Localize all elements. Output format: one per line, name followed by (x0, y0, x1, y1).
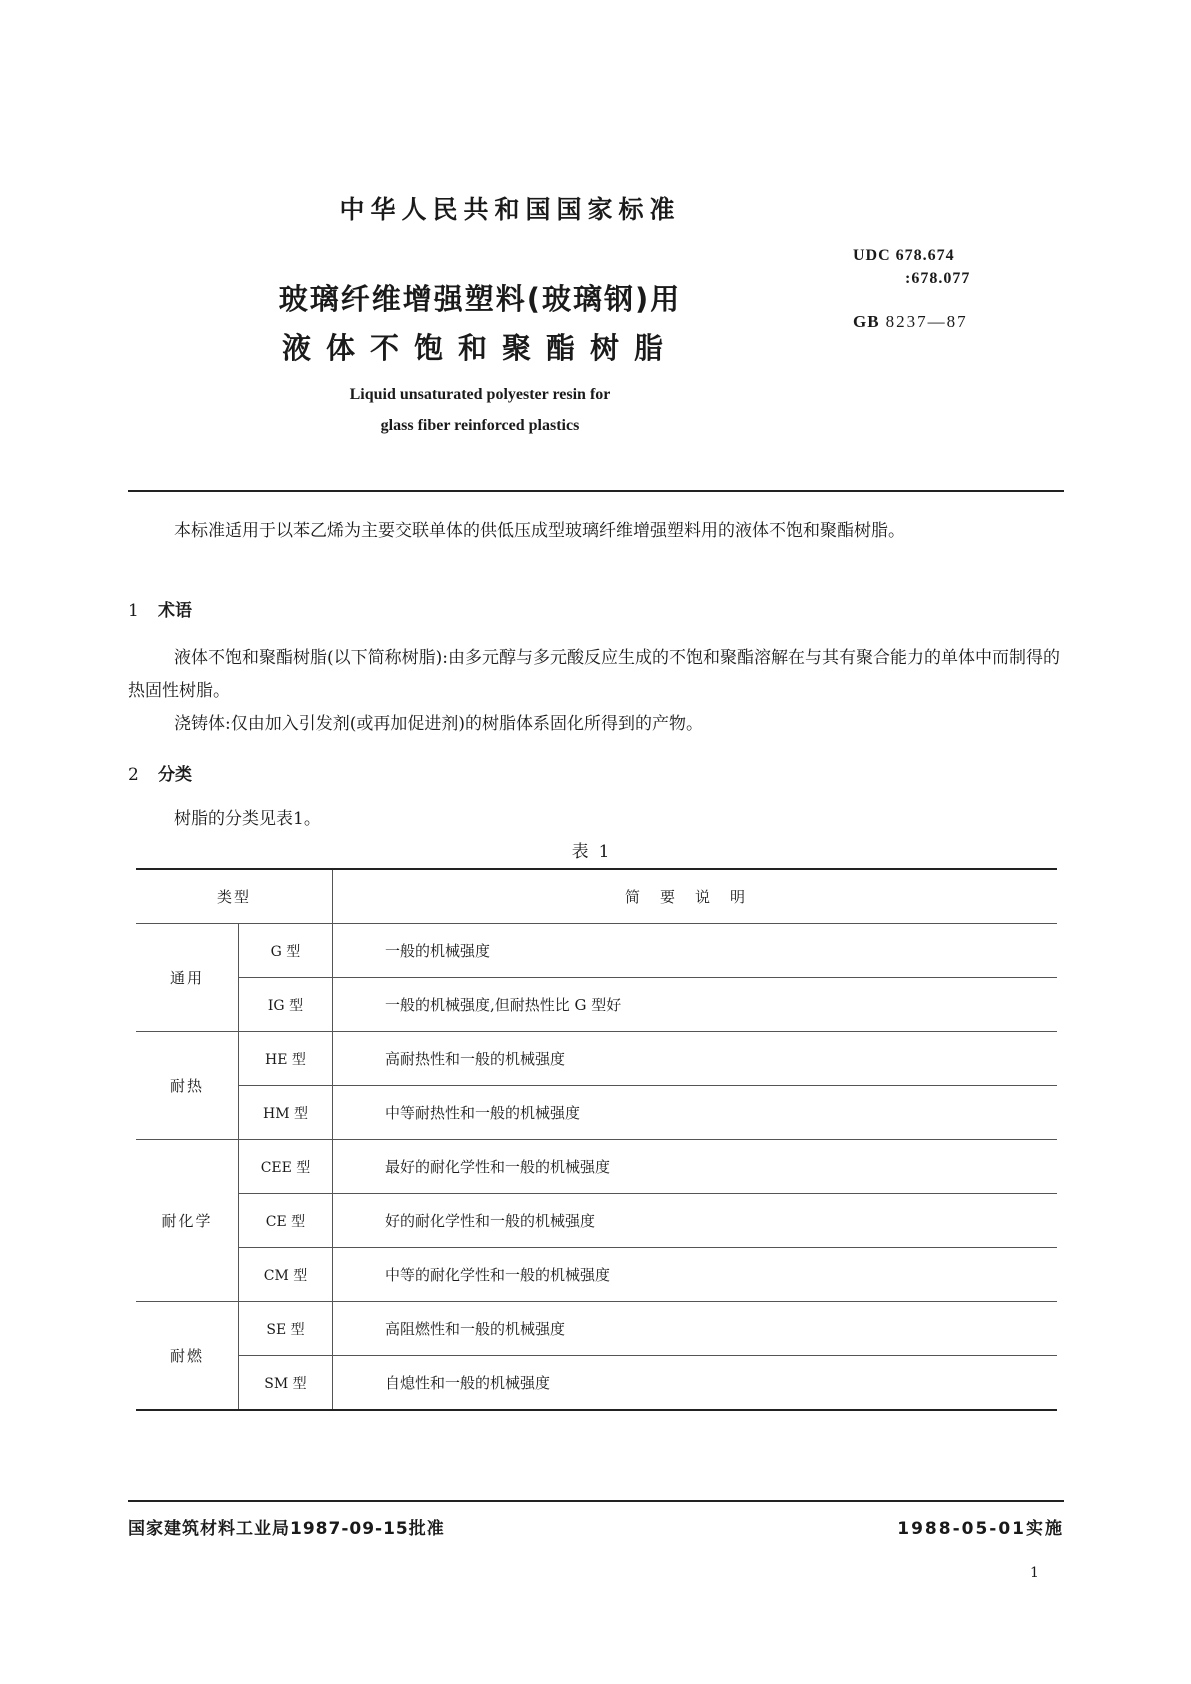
description-cell: 高耐热性和一般的机械强度 (333, 1032, 1058, 1086)
standard-name: 中华人民共和国国家标准 (339, 195, 681, 224)
gb-number (853, 312, 968, 332)
model-cell: CEE 型 (239, 1140, 333, 1194)
section-1-number: 1 (128, 601, 139, 621)
table-row (136, 1302, 1057, 1356)
section-2-heading (128, 760, 192, 785)
model-cell: SM 型 (239, 1356, 333, 1411)
title-cn-line1: 玻璃纤维增强塑料(玻璃钢)用 (278, 282, 682, 316)
table-row (136, 1086, 1057, 1140)
model-cell: CM 型 (239, 1248, 333, 1302)
footer-divider (128, 1500, 1064, 1502)
effective-date: 1988-05-01实施 (897, 1519, 1064, 1539)
section-1-para-2: 浇铸体:仅由加入引发剂(或再加促进剂)的树脂体系固化所得到的产物。 (174, 714, 703, 734)
table-row (136, 924, 1057, 978)
approval-date: 国家建筑材料工业局1987-09-15批准 (128, 1519, 445, 1539)
section-2-number: 2 (128, 765, 139, 785)
category-cell: 耐热 (136, 1032, 239, 1140)
description-cell: 中等耐热性和一般的机械强度 (333, 1086, 1058, 1140)
table-header-row (136, 869, 1057, 924)
description-cell: 一般的机械强度,但耐热性比 G 型好 (333, 978, 1058, 1032)
description-cell: 自熄性和一般的机械强度 (333, 1356, 1058, 1411)
table-caption: 表1 (571, 842, 620, 862)
model-cell: IG 型 (239, 978, 333, 1032)
model-cell: HM 型 (239, 1086, 333, 1140)
section-1-heading (128, 596, 192, 621)
gb-code: 8237—87 (885, 312, 968, 331)
model-cell: CE 型 (239, 1194, 333, 1248)
description-cell: 中等的耐化学性和一般的机械强度 (333, 1248, 1058, 1302)
title-cn-line2: 液体不饱和聚酯树脂 (281, 331, 678, 365)
table-row (136, 978, 1057, 1032)
intro-paragraph: 本标准适用于以苯乙烯为主要交联单体的供低压成型玻璃纤维增强塑料用的液体不饱和聚酯树脂。 (174, 521, 905, 541)
table-row (136, 1356, 1057, 1411)
section-2-para-1: 树脂的分类见表1。 (174, 809, 321, 829)
header-divider (128, 490, 1064, 492)
category-cell: 耐化学 (136, 1140, 239, 1302)
header-description: 简要说明 (333, 869, 1058, 924)
description-cell: 最好的耐化学性和一般的机械强度 (333, 1140, 1058, 1194)
section-2-title: 分类 (158, 765, 192, 785)
section-1-para-1: 液体不饱和聚酯树脂(以下简称树脂):由多元醇与多元酸反应生成的不饱和聚酯溶解在与其有聚合能力的单体中而制得的热固性树脂。 (128, 648, 1060, 701)
table-row (136, 1194, 1057, 1248)
category-cell: 耐燃 (136, 1302, 239, 1411)
model-cell: SE 型 (239, 1302, 333, 1356)
udc-code-line1: UDC 678.674 (853, 247, 955, 264)
page-number: 1 (1030, 1565, 1039, 1581)
model-cell: HE 型 (239, 1032, 333, 1086)
udc-code-line2: :678.077 (905, 270, 971, 287)
description-cell: 好的耐化学性和一般的机械强度 (333, 1194, 1058, 1248)
classification-table (136, 868, 1057, 1411)
category-cell: 通用 (136, 924, 239, 1032)
title-en-line1: Liquid unsaturated polyester resin for (349, 386, 611, 403)
header-type: 类型 (136, 869, 333, 924)
table-row (136, 1032, 1057, 1086)
description-cell: 高阻燃性和一般的机械强度 (333, 1302, 1058, 1356)
table-row (136, 1248, 1057, 1302)
model-cell: G 型 (239, 924, 333, 978)
title-en-line2: glass fiber reinforced plastics (380, 417, 580, 434)
gb-prefix: GB (853, 312, 880, 331)
description-cell: 一般的机械强度 (333, 924, 1058, 978)
table-row (136, 1140, 1057, 1194)
section-1-title: 术语 (158, 601, 192, 621)
